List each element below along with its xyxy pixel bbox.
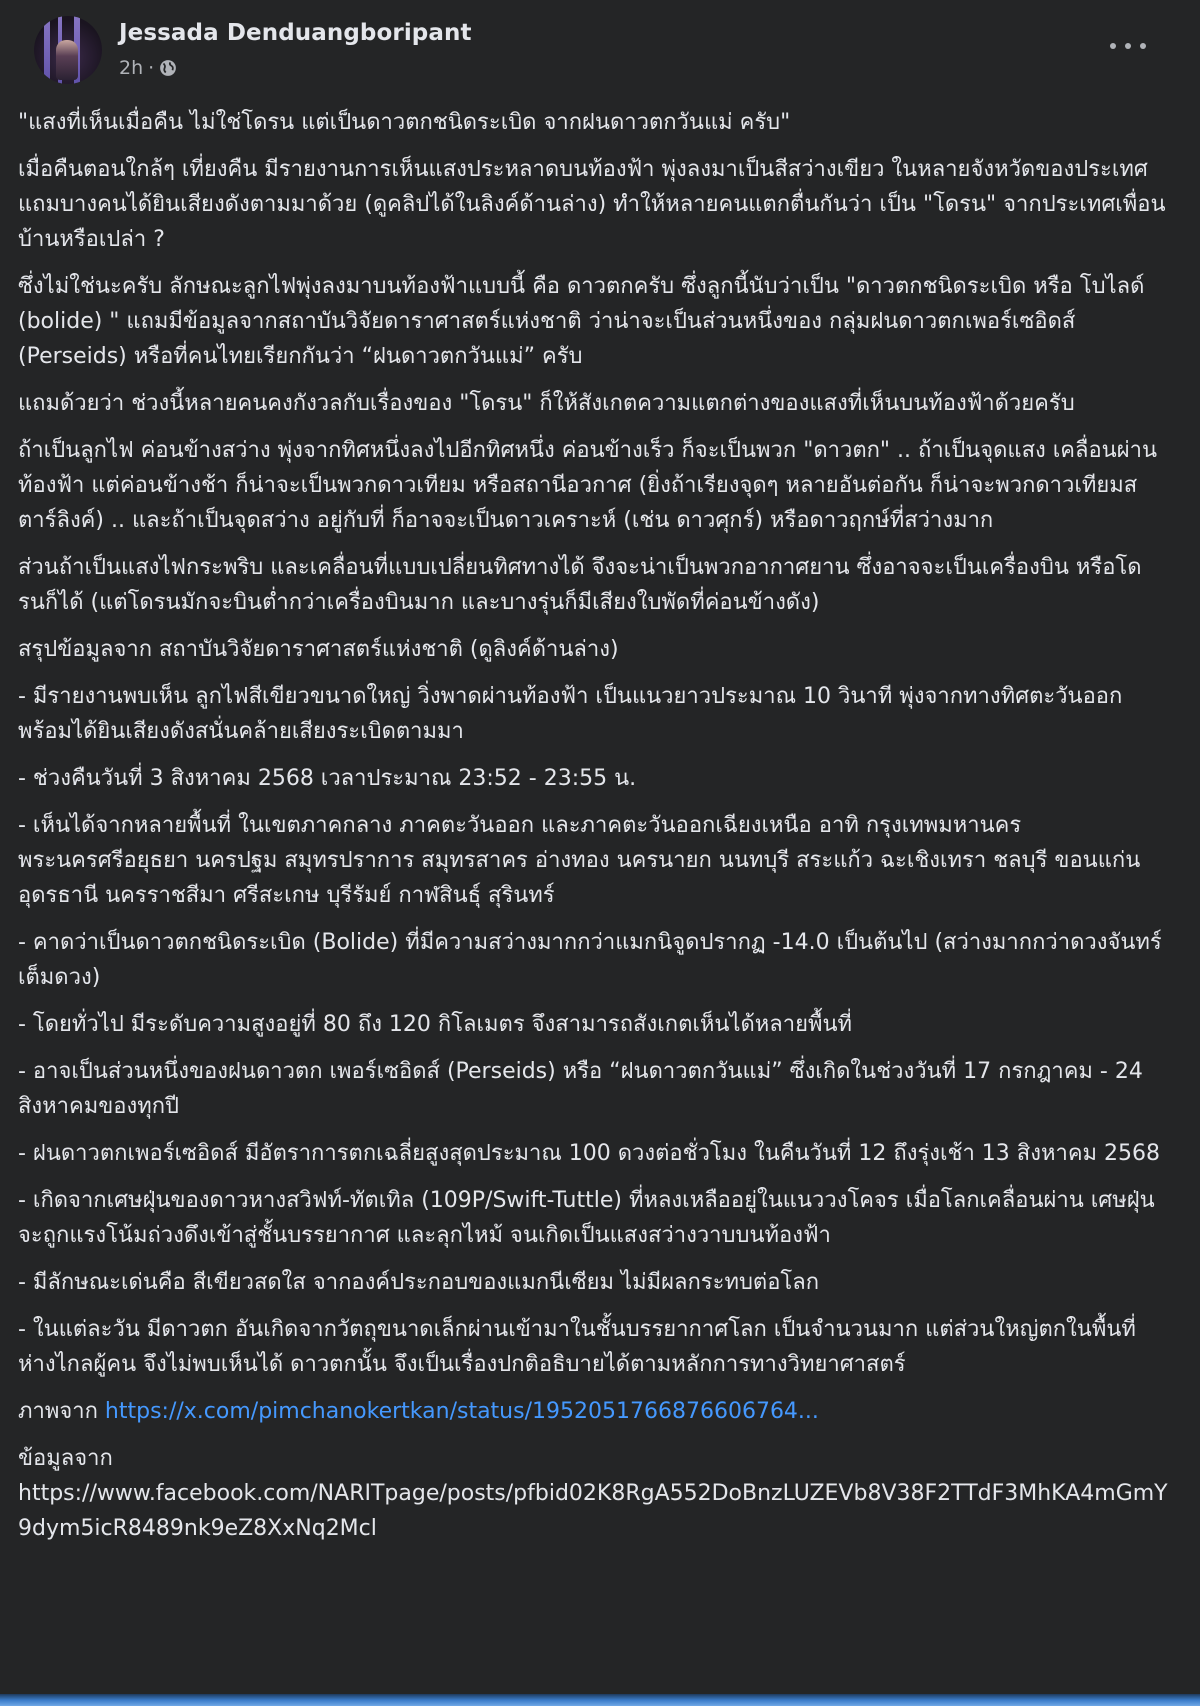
post-headline: "แสงที่เห็นเมื่อคืน ไม่ใช่โดรน แต่เป็นดาวตกชนิดระเบิด จากฝนดาวตกวันแม่ ครับ"	[18, 110, 791, 135]
post-paragraph: ส่วนถ้าเป็นแสงไฟกระพริบ และเคลื่อนที่แบบเปลี่ยนทิศทางได้ จึงจะน่าเป็นพวกอากาศยาน ซึ่งอาจจะเป็นเครื่องบิน หรือโดรนก็ได้ (แต่โดรนมักจะบินต่ำกว่าเครื่องบินมาก และบางรุ่นก็มีเสียงใบพัดที่ค่อนข้างดัง)	[18, 555, 1142, 615]
summary-bullet: - เกิดจากเศษฝุ่นของดาวหางสวิฟท์-ทัตเทิล (109P/Swift-Tuttle) ที่หลงเหลืออยู่ในแนววงโคจร เมื่อโลกเคลื่อนผ่าน เศษฝุ่นจะถูกแรงโน้มถ่วงดึงเข้าสู่ชั้นบรรยากาศ และลุกไหม้ จนเกิดเป็นแสงสว่างวาบบนท้องฟ้า	[18, 1188, 1155, 1248]
post-body	[18, 105, 1182, 1546]
avatar[interactable]	[34, 16, 102, 84]
image-credit-label: ภาพจาก	[18, 1399, 98, 1424]
more-options-icon	[1125, 43, 1131, 49]
data-credit	[18, 1441, 1168, 1546]
summary-bullet: - เห็นได้จากหลายพื้นที่ ในเขตภาคกลาง ภาคตะวันออก และภาคตะวันออกเฉียงเหนือ อาทิ กรุงเทพมหานคร พระนครศรีอยุธยา นครปฐม สมุทรปราการ สมุทรสาคร อ่างทอง นครนายก นนทบุรี สระแก้ว ฉะเชิงเทรา ชลบุรี ขอนแก่น อุดรธานี นครราชสีมา ศรีสะเกษ บุรีรัมย์ กาฬสินธุ์ สุรินทร์	[18, 813, 1141, 908]
summary-bullet: - มีลักษณะเด่นคือ สีเขียวสดใส จากองค์ประกอบของแมกนีเซียม ไม่มีผลกระทบต่อโลก	[18, 1270, 820, 1295]
summary-bullet: - ช่วงคืนวันที่ 3 สิงหาคม 2568 เวลาประมาณ 23:52 - 23:55 น.	[18, 766, 637, 791]
summary-bullet: - อาจเป็นส่วนหนึ่งของฝนดาวตก เพอร์เซอิดส์ (Perseids) หรือ “ฝนดาวตกวันแม่” ซึ่งเกิดในช่วงวันที่ 17 กรกฎาคม - 24 สิงหาคมของทุกปี	[18, 1059, 1143, 1119]
image-credit-link[interactable]: https://x.com/pimchanokertkan/status/195205176687660676​4...	[104, 1399, 819, 1424]
summary-bullet: - มีรายงานพบเห็น ลูกไฟสีเขียวขนาดใหญ่ วิ่งพาดผ่านท้องฟ้า เป็นแนวยาวประมาณ 10 วินาที พุ่งจากทางทิศตะวันออก พร้อมได้ยินเสียงดังสนั่นคล้ายเสียงระเบิดตามมา	[18, 684, 1123, 744]
summary-bullet: - ในแต่ละวัน มีดาวตก อันเกิดจากวัตถุขนาดเล็กผ่านเข้ามาในชั้นบรรยากาศโลก เป็นจำนวนมาก แต่ส่วนใหญ่ตกในพื้นที่ห่างไกลผู้คน จึงไม่พบเห็นได้ ดาวตกนั้น จึงเป็นเรื่องปกติอธิบายได้ตามหลักการทางวิทยาศาสตร์	[18, 1317, 1136, 1377]
avatar-decoration	[44, 16, 50, 84]
summary-bullet: - ฝนดาวตกเพอร์เซอิดส์ มีอัตราการตกเฉลี่ยสูงสุดประมาณ 100 ดวงต่อชั่วโมง ในคืนวันที่ 12 ถึงรุ่งเช้า 13 สิงหาคม 2568	[18, 1141, 1161, 1166]
author-name[interactable]: Jessada Denduangboripant	[119, 20, 472, 46]
post-paragraph: แถมด้วยว่า ช่วงนี้หลายคนคงกังวลกับเรื่องของ "โดรน" ก็ให้สังเกตความแตกต่างของแสงที่เห็นบนท้องฟ้าด้วยครับ	[18, 391, 1075, 416]
post-header	[18, 0, 1182, 105]
more-options-icon	[1110, 43, 1116, 49]
summary-bullet: - โดยทั่วไป มีระดับความสูงอยู่ที่ 80 ถึง 120 กิโลเมตร จึงสามารถสังเกตเห็นได้หลายพื้นที่	[18, 1012, 853, 1037]
avatar-figure	[56, 40, 78, 80]
post-paragraph: เมื่อคืนตอนใกล้ๆ เที่ยงคืน มีรายงานการเห็นแสงประหลาดบนท้องฟ้า พุ่งลงมาเป็นสีสว่างเขียว ในหลายจังหวัดของประเทศ แถมบางคนได้ยินเสียงดังตามมาด้วย (ดูคลิปได้ในลิงค์ด้านล่าง) ทำให้หลายคนแตกตื่นกันว่า เป็น "โดรน" จากประเทศเพื่อนบ้านหรือเปล่า ?	[18, 157, 1166, 252]
more-options-button[interactable]	[1110, 36, 1146, 56]
window-bottom-edge	[0, 1694, 1200, 1706]
globe-icon[interactable]	[159, 59, 177, 77]
meta-separator: ·	[148, 57, 155, 79]
post-timestamp[interactable]: 2h	[119, 57, 144, 79]
image-credit	[18, 1394, 1168, 1429]
data-credit-link[interactable]: https://www.facebook.com/NARITpage/posts/pfbid02K8RgA552DoBnzLUZEVb8V38F2TTdF3MhKA4mGmY9dym5icR8489nk9eZ8XxNq2Mcl	[18, 1481, 1168, 1541]
summary-heading: สรุปข้อมูลจาก สถาบันวิจัยดาราศาสตร์แห่งชาติ (ดูลิงค์ด้านล่าง)	[18, 637, 619, 662]
post-meta	[119, 57, 177, 79]
post-paragraph: ซึ่งไม่ใช่นะครับ ลักษณะลูกไฟพุ่งลงมาบนท้องฟ้าแบบนี้ คือ ดาวตกครับ ซึ่งลูกนี้นับว่าเป็น "ดาวตกชนิดระเบิด หรือ โบไลด์ (bolide) " แถมมีข้อมูลจากสถาบันวิจัยดาราศาสตร์แห่งชาติ ว่าน่าจะเป็นส่วนหนึ่งของ กลุ่มฝนดาวตกเพอร์เซอิดส์ (Perseids) หรือที่คนไทยเรียกกันว่า “ฝนดาวตกวันแม่” ครับ	[18, 274, 1145, 369]
data-credit-label: ข้อมูลจาก	[18, 1446, 113, 1471]
more-options-icon	[1140, 43, 1146, 49]
post-paragraph: ถ้าเป็นลูกไฟ ค่อนข้างสว่าง พุ่งจากทิศหนึ่งลงไปอีกทิศหนึ่ง ค่อนข้างเร็ว ก็จะเป็นพวก "ดาวตก" .. ถ้าเป็นจุดแสง เคลื่อนผ่านท้องฟ้า แต่ค่อนข้างช้า ก็น่าจะเป็นพวกดาวเทียม หรือสถานีอวกาศ (ยิ่งถ้าเรียงจุดๆ หลายอันต่อกัน ก็น่าจะพวกดาวเทียมสตาร์ลิงค์) .. และถ้าเป็นจุดสว่าง อยู่กับที่ ก็อาจจะเป็นดาวเคราะห์ (เช่น ดาวศุกร์) หรือดาวฤกษ์ที่สว่างมาก	[18, 438, 1157, 533]
summary-bullet: - คาดว่าเป็นดาวตกชนิดระเบิด (Bolide) ที่มีความสว่างมากกว่าแมกนิจูดปรากฏ -14.0 เป็นต้นไป (สว่างมากกว่าดวงจันทร์เต็มดวง)	[18, 930, 1162, 990]
